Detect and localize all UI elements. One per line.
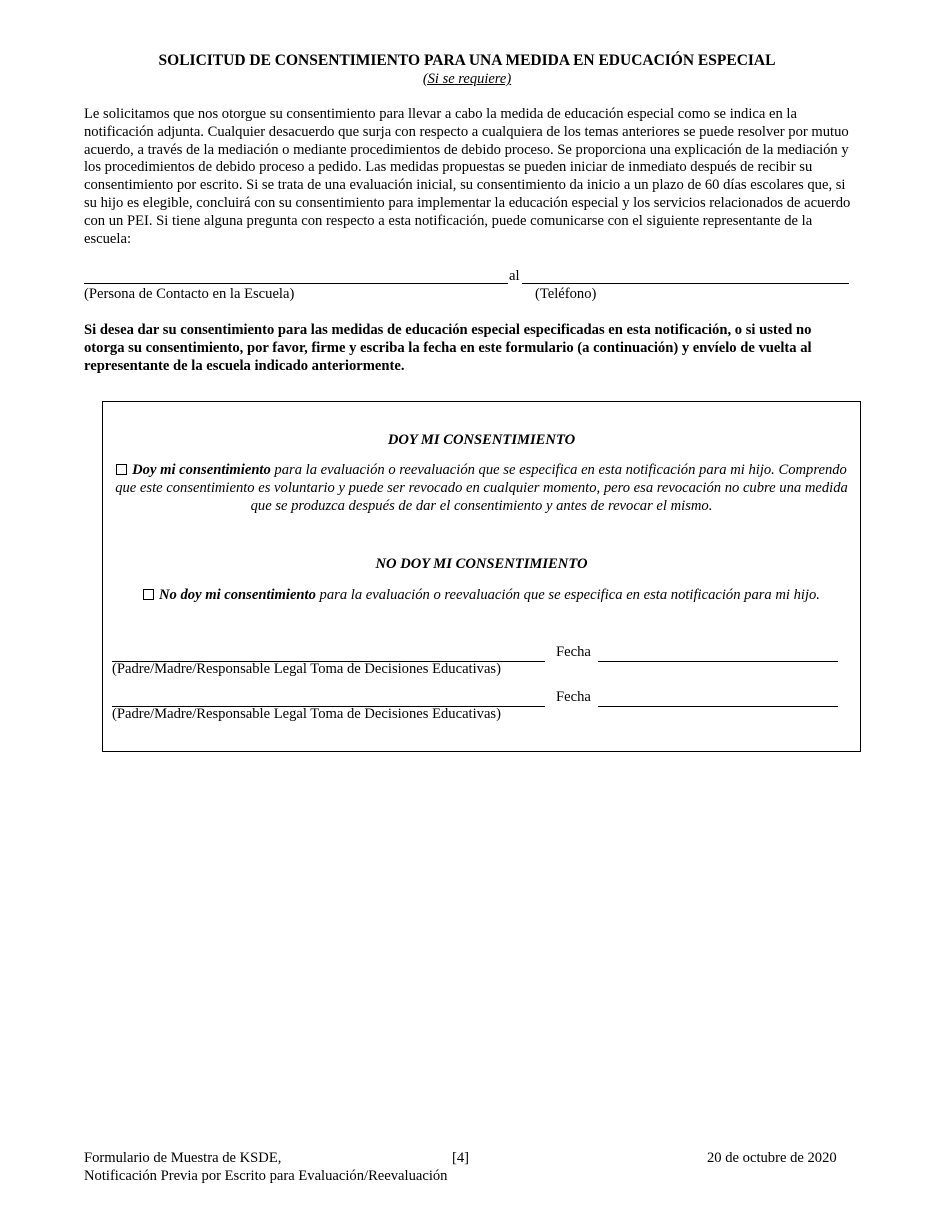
school-contact-line[interactable] (84, 283, 508, 284)
footer-form-subtitle: Notificación Previa por Escrito para Evaluación/Reevaluación (84, 1168, 448, 1184)
date-label-2: Fecha (556, 689, 591, 705)
give-consent-lead: Doy mi consentimiento (132, 462, 271, 478)
deny-consent-heading: NO DOY MI CONSENTIMIENTO (375, 556, 588, 572)
footer-page-number: [4] (452, 1150, 470, 1166)
intro-paragraph: Le solicitamos que nos otorgue su consentimiento para llevar a cabo la medida de educación especial como se indica en la notificación adjunta. Cualquier desacuerdo que surja con respecto a cualquiera de los temas anteriores se puede resolver por mutuo acuerdo, a través de la mediación o mediante procedimientos de debido proceso. Se proporciona una explicación de la mediación y los procedimientos de debido proceso a pedido. Las medidas propuestas se pueden iniciar de inmediato después de recibir su consentimiento por escrito. Si se trata de una evaluación inicial, su consentimiento da inicio a un plazo de 60 días escolares que, si su hijo es elegible, concluirá con su consentimiento para implementar la educación especial y los servicios relacionados de acuerdo con un PEI. Si tiene alguna pregunta con respecto a esta notificación, puede comunicarse con el siguiente representante de la escuela: (84, 106, 851, 247)
phone-label: (Teléfono) (535, 286, 597, 302)
give-consent-heading: DOY MI CONSENTIMIENTO (387, 432, 576, 448)
phone-line[interactable] (522, 283, 849, 284)
date-line-1[interactable] (598, 661, 838, 662)
footer-form-name: Formulario de Muestra de KSDE, (84, 1150, 282, 1166)
deny-consent-lead: No doy mi consentimiento (159, 587, 316, 603)
footer-date: 20 de octubre de 2020 (707, 1150, 837, 1166)
contact-connector: al (509, 268, 520, 284)
form-title: SOLICITUD DE CONSENTIMIENTO PARA UNA MEDIDA EN EDUCACIÓN ESPECIAL (158, 52, 776, 69)
deny-consent-checkbox[interactable] (143, 589, 154, 600)
signature-label-1: (Padre/Madre/Responsable Legal Toma de Decisiones Educativas) (112, 661, 501, 677)
form-subtitle: (Si se requiere) (422, 71, 512, 87)
deny-consent-text: para la evaluación o reevaluación que se especifica en esta notificación para mi hijo. (315, 587, 820, 603)
give-consent-statement (113, 461, 850, 515)
give-consent-checkbox[interactable] (116, 464, 127, 475)
date-line-2[interactable] (598, 706, 838, 707)
date-label-1: Fecha (556, 644, 591, 660)
deny-consent-statement (113, 586, 850, 604)
school-contact-label: (Persona de Contacto en la Escuela) (84, 286, 295, 302)
signature-label-2: (Padre/Madre/Responsable Legal Toma de Decisiones Educativas) (112, 706, 501, 722)
give-consent-text: para la evaluación o reevaluación que se especifica en esta notificación para mi hijo. Comprendo que este consentimiento es voluntario y puede ser revocado en cualquier momento, pero esa revocación no cubre una medida que se produzca después de dar el consentimiento y antes de revocar el mismo. (115, 462, 848, 514)
signing-instructions: Si desea dar su consentimiento para las medidas de educación especial especificadas en esta notificación, o si usted no otorga su consentimiento, por favor, firme y escriba la fecha en este formulario (a continuación) y envíelo de vuelta al representante de la escuela indicado anteriormente. (84, 322, 812, 374)
consent-box (102, 401, 861, 752)
